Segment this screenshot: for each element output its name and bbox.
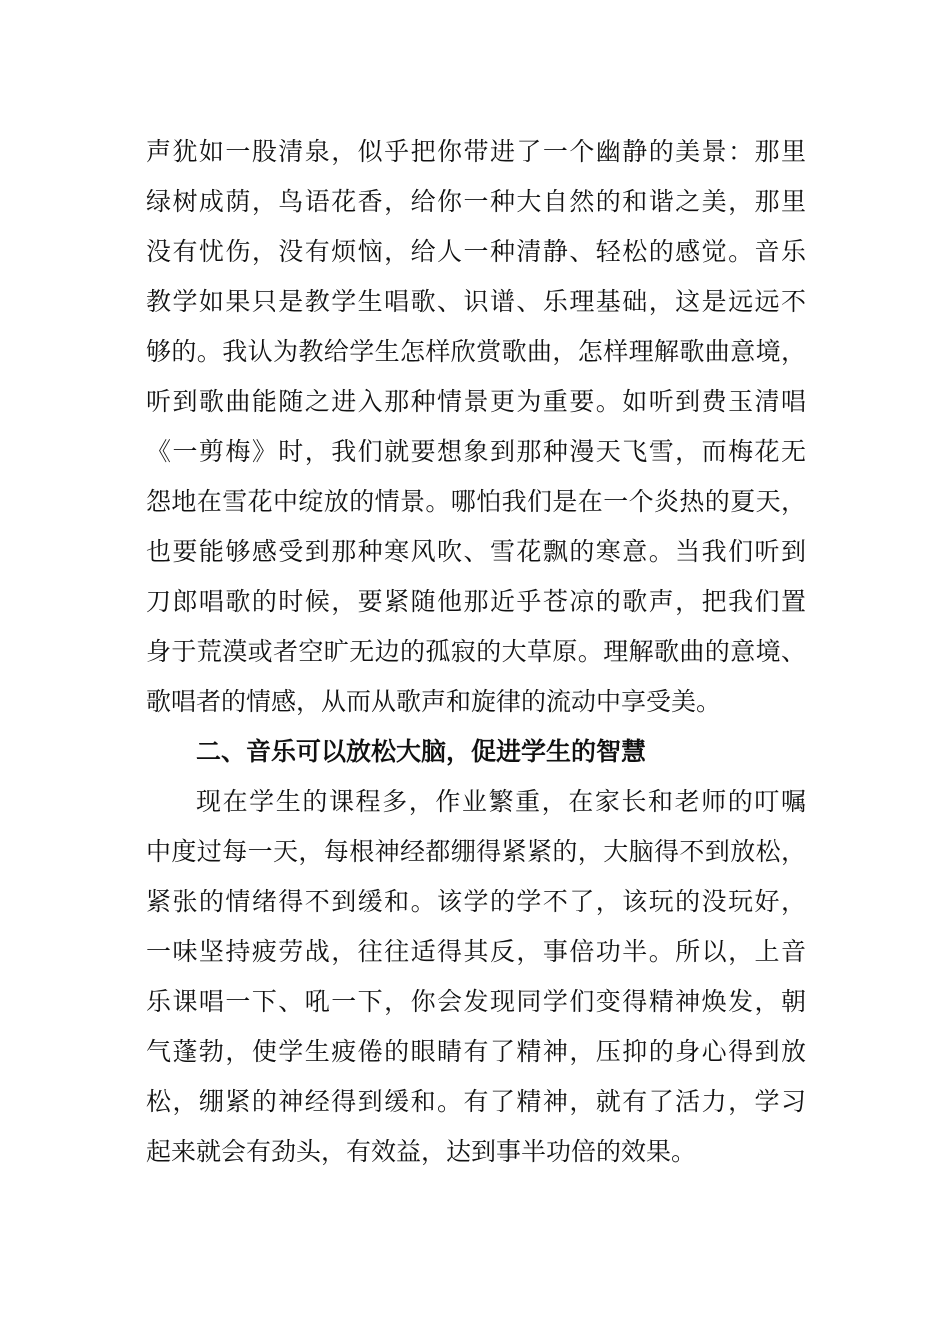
paragraph-line: 刀郎唱歌的时候，要紧随他那近乎苍凉的歌声，把我们置 [146,587,806,616]
paragraph-line: 《一剪梅》时，我们就要想象到那种漫天飞雪，而梅花无 [146,437,806,466]
section-heading: 二、音乐可以放松大脑，促进学生的智慧 [196,737,647,766]
paragraph-line: 怨地在雪花中绽放的情景。哪怕我们是在一个炎热的夏天， [146,487,806,516]
paragraph-line: 中度过每一天，每根神经都绷得紧紧的，大脑得不到放松， [146,837,806,866]
paragraph-line: 气蓬勃，使学生疲倦的眼睛有了精神，压抑的身心得到放 [146,1037,806,1066]
paragraph-line: 松，绷紧的神经得到缓和。有了精神，就有了活力，学习 [146,1087,806,1116]
paragraph-line: 教学如果只是教学生唱歌、识谱、乐理基础，这是远远不 [146,287,806,316]
paragraph-line: 乐课唱一下、吼一下，你会发现同学们变得精神焕发，朝 [146,987,806,1016]
paragraph-line: 声犹如一股清泉，似乎把你带进了一个幽静的美景：那里 [146,137,806,166]
paragraph-line: 绿树成荫，鸟语花香，给你一种大自然的和谐之美，那里 [146,187,806,216]
paragraph-line: 紧张的情绪得不到缓和。该学的学不了，该玩的没玩好， [146,887,806,916]
paragraph-line: 听到歌曲能随之进入那种情景更为重要。如听到费玉清唱 [146,387,806,416]
paragraph-line: 也要能够感受到那种寒风吹、雪花飘的寒意。当我们听到 [146,537,806,566]
paragraph-line: 歌唱者的情感，从而从歌声和旋律的流动中享受美。 [146,687,722,716]
paragraph-line: 现在学生的课程多，作业繁重，在家长和老师的叮嘱 [196,787,806,816]
paragraph-line: 没有忧伤，没有烦恼，给人一种清静、轻松的感觉。音乐 [146,237,806,266]
paragraph-line: 够的。我认为教给学生怎样欣赏歌曲，怎样理解歌曲意境， [146,337,806,366]
paragraph-music-appreciation [146,127,806,1177]
paragraph-line: 身于荒漠或者空旷无边的孤寂的大草原。理解歌曲的意境、 [146,637,806,666]
paragraph-line: 起来就会有劲头，有效益，达到事半功倍的效果。 [146,1137,697,1166]
paragraph-line: 一味坚持疲劳战，往往适得其反，事倍功半。所以，上音 [146,937,806,966]
